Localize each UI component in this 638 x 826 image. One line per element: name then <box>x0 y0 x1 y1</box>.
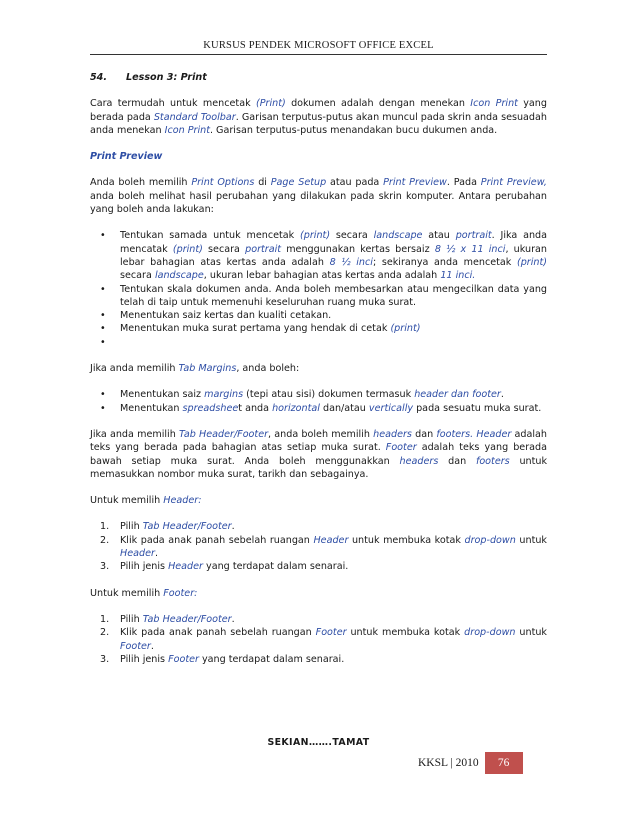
list-item <box>90 560 547 573</box>
bullet-icon: • <box>100 283 106 295</box>
choose-header-intro <box>90 494 547 507</box>
text: ; sekiranya anda mencetak <box>372 256 517 268</box>
list-item <box>90 229 547 282</box>
text: . <box>231 521 235 533</box>
choose-footer-steps <box>90 613 547 666</box>
text: Tentukan samada untuk mencetak <box>120 230 301 242</box>
list-item <box>90 283 547 310</box>
bullet-icon: • <box>100 389 106 401</box>
margins-paragraph <box>90 362 547 375</box>
text: pada sesuatu muka surat. <box>413 402 542 414</box>
bullet-icon: • <box>100 230 106 242</box>
print-preview-paragraph <box>90 176 547 216</box>
text: , ukuran lebar bahagian atas kertas anda adalah <box>203 270 441 282</box>
bullet-icon: • <box>100 310 106 322</box>
term: drop-down <box>464 534 516 546</box>
term: margins <box>204 389 244 401</box>
term: (print) <box>300 230 331 242</box>
step-number: 3. <box>100 653 110 665</box>
document-body <box>90 71 547 666</box>
text: dan/atau <box>319 402 369 414</box>
term: Footer <box>315 627 347 639</box>
term: headers <box>373 428 412 440</box>
text: , anda boleh: <box>236 363 300 375</box>
term: Tab Header/Footer <box>142 613 232 625</box>
term: Standard Toolbar <box>153 111 236 123</box>
text: Klik pada anak panah sebelah ruangan <box>120 627 316 639</box>
term: headers <box>399 455 439 467</box>
term: Footer <box>385 442 417 454</box>
text: Menentukan muka surat pertama yang hendak di cetak <box>120 323 391 335</box>
list-item <box>90 613 547 626</box>
choose-footer-intro <box>90 587 547 600</box>
text: , ukuran lebar bahagian atas kertas anda adalah <box>120 243 547 268</box>
term: (Print) <box>255 98 286 110</box>
text: secara <box>120 270 155 282</box>
text: untuk <box>515 534 547 546</box>
step-number: 3. <box>100 561 110 573</box>
page-footer <box>408 752 523 774</box>
text: Pilih jenis <box>120 653 169 665</box>
term: Tab Header/Footer <box>142 521 232 533</box>
list-item <box>90 653 547 666</box>
list-item <box>90 388 547 401</box>
text: yang terdapat dalam senarai. <box>198 653 345 665</box>
term: Print Preview, <box>480 177 547 189</box>
step-number: 1. <box>100 613 110 625</box>
header-footer-paragraph <box>90 428 547 481</box>
text: anda boleh melihat hasil perubahan yang dilakukan pada skrin komputer. Antara perubahan yang boleh anda lakukan: <box>90 190 547 216</box>
term: landscape <box>154 270 204 282</box>
text: . <box>154 548 158 560</box>
section-heading-print-preview: Print Preview <box>90 151 163 163</box>
text: untuk <box>515 627 547 639</box>
text: Pilih <box>120 521 143 533</box>
header-rule <box>90 54 547 55</box>
term: horizontal <box>272 402 320 414</box>
text: atau pada <box>326 177 384 189</box>
text: Jika anda memilih <box>90 363 179 375</box>
text: dan <box>438 455 476 467</box>
text: Pilih jenis <box>120 561 169 573</box>
text: yang terdapat dalam senarai. <box>203 561 349 573</box>
term: Header <box>168 561 203 573</box>
lesson-title: Lesson 3: Print <box>126 72 207 83</box>
term: (print) <box>172 243 203 255</box>
text: Tentukan skala dokumen anda. Anda boleh membesarkan atau mengecilkan data yang telah di taip untuk memenuhi keseluruhan ruang muka surat. <box>120 283 547 308</box>
term: footers. Header <box>436 428 512 440</box>
term: 11 inci. <box>440 270 476 282</box>
text: Menentukan <box>120 402 183 414</box>
step-number: 2. <box>100 534 110 546</box>
list-item <box>90 626 547 653</box>
bullet-icon: • <box>100 402 106 414</box>
term: vertically <box>368 402 414 414</box>
term: spreadshee <box>182 402 239 414</box>
text: Menentukan saiz kertas dan kualiti cetakan. <box>120 310 332 322</box>
text: atau <box>422 230 456 242</box>
step-number: 2. <box>100 627 110 639</box>
text: adalah teks yang berada bawah setiap muka surat. Anda boleh menggunakkan <box>90 442 547 467</box>
term: header dan footer <box>414 389 501 401</box>
list-item <box>90 534 547 561</box>
text: secara <box>330 230 374 242</box>
text: . Pada <box>446 177 481 189</box>
bullet-icon: • <box>100 336 106 348</box>
term: 8 ½ x 11 inci <box>434 243 506 255</box>
text: . <box>231 613 235 625</box>
text: dan <box>411 428 437 440</box>
term: portrait <box>245 243 282 255</box>
term: Footer <box>168 653 199 665</box>
term: Footer <box>120 640 151 652</box>
text: Untuk memilih <box>90 587 164 599</box>
text: di <box>254 177 271 189</box>
lesson-heading <box>90 71 547 84</box>
text: Jika anda memilih <box>90 428 179 440</box>
step-number: 1. <box>100 521 110 533</box>
term: Tab Header/Footer <box>178 428 269 440</box>
term: Icon Print <box>470 98 518 110</box>
term: Print Preview <box>383 177 447 189</box>
term: footers <box>475 455 510 467</box>
text: untuk membuka kotak <box>348 534 465 546</box>
text: adalah teks yang berada pada bahagian atas setiap muka surat. <box>90 428 547 454</box>
closing-text: SEKIAN…….TAMAT <box>267 737 370 748</box>
text: (tepi atau sisi) dokumen termasuk <box>243 389 415 401</box>
term: Print Options <box>191 177 255 189</box>
text: Menentukan saiz <box>120 389 205 401</box>
term: Footer: <box>163 587 198 599</box>
text: . <box>150 640 154 652</box>
list-item-empty <box>90 336 547 349</box>
text: Untuk memilih <box>90 495 164 507</box>
term: Header: <box>163 495 202 507</box>
term: 8 ½ inci <box>329 256 373 268</box>
intro-paragraph <box>90 97 547 137</box>
text: . Garisan terputus-putus menandakan bucu dukumen anda. <box>209 124 498 136</box>
list-item <box>90 322 547 335</box>
term: landscape <box>373 230 423 242</box>
term: Tab Margins <box>178 363 237 375</box>
text: untuk memasukkan nombor muka surat, tarikh dan sebagainya. <box>90 455 548 480</box>
page-number: 76 <box>485 752 523 774</box>
running-header: KURSUS PENDEK MICROSOFT OFFICE EXCEL <box>203 40 434 51</box>
term: Icon Print <box>164 124 210 136</box>
margins-list <box>90 388 547 415</box>
text: . Garisan terputus-putus akan muncul pada skrin anda sesuadah anda menekan <box>90 111 547 136</box>
bullet-icon: • <box>100 323 106 335</box>
text: . <box>500 389 504 401</box>
list-item <box>90 309 547 322</box>
text: . Jika anda mencatak <box>120 230 548 255</box>
choose-header-steps <box>90 520 547 573</box>
term: (print) <box>390 323 421 335</box>
text: menggunakan kertas bersaiz <box>281 243 435 255</box>
term: drop-down <box>464 627 516 639</box>
text: Anda boleh memilih <box>90 177 192 189</box>
text: secara <box>202 243 246 255</box>
term: portrait <box>455 230 492 242</box>
text: untuk membuka kotak <box>346 627 465 639</box>
list-item <box>90 520 547 533</box>
text: yang berada pada <box>90 98 547 123</box>
lesson-number: 54. <box>90 72 107 83</box>
term: (print) <box>516 256 547 268</box>
list-item <box>90 402 547 415</box>
text: Klik pada anak panah sebelah ruangan <box>120 534 314 546</box>
term: Page Setup <box>270 177 327 189</box>
term: Header <box>120 548 155 560</box>
text: Cara termudah untuk mencetak <box>90 98 256 110</box>
text: , anda boleh memilih <box>268 428 374 440</box>
footer-label: KKSL | 2010 <box>418 757 479 769</box>
text: dokumen adalah dengan menekan <box>285 98 471 110</box>
term: Header <box>313 534 349 546</box>
text: Pilih <box>120 613 143 625</box>
text: t anda <box>238 402 273 414</box>
print-options-list <box>90 229 547 349</box>
